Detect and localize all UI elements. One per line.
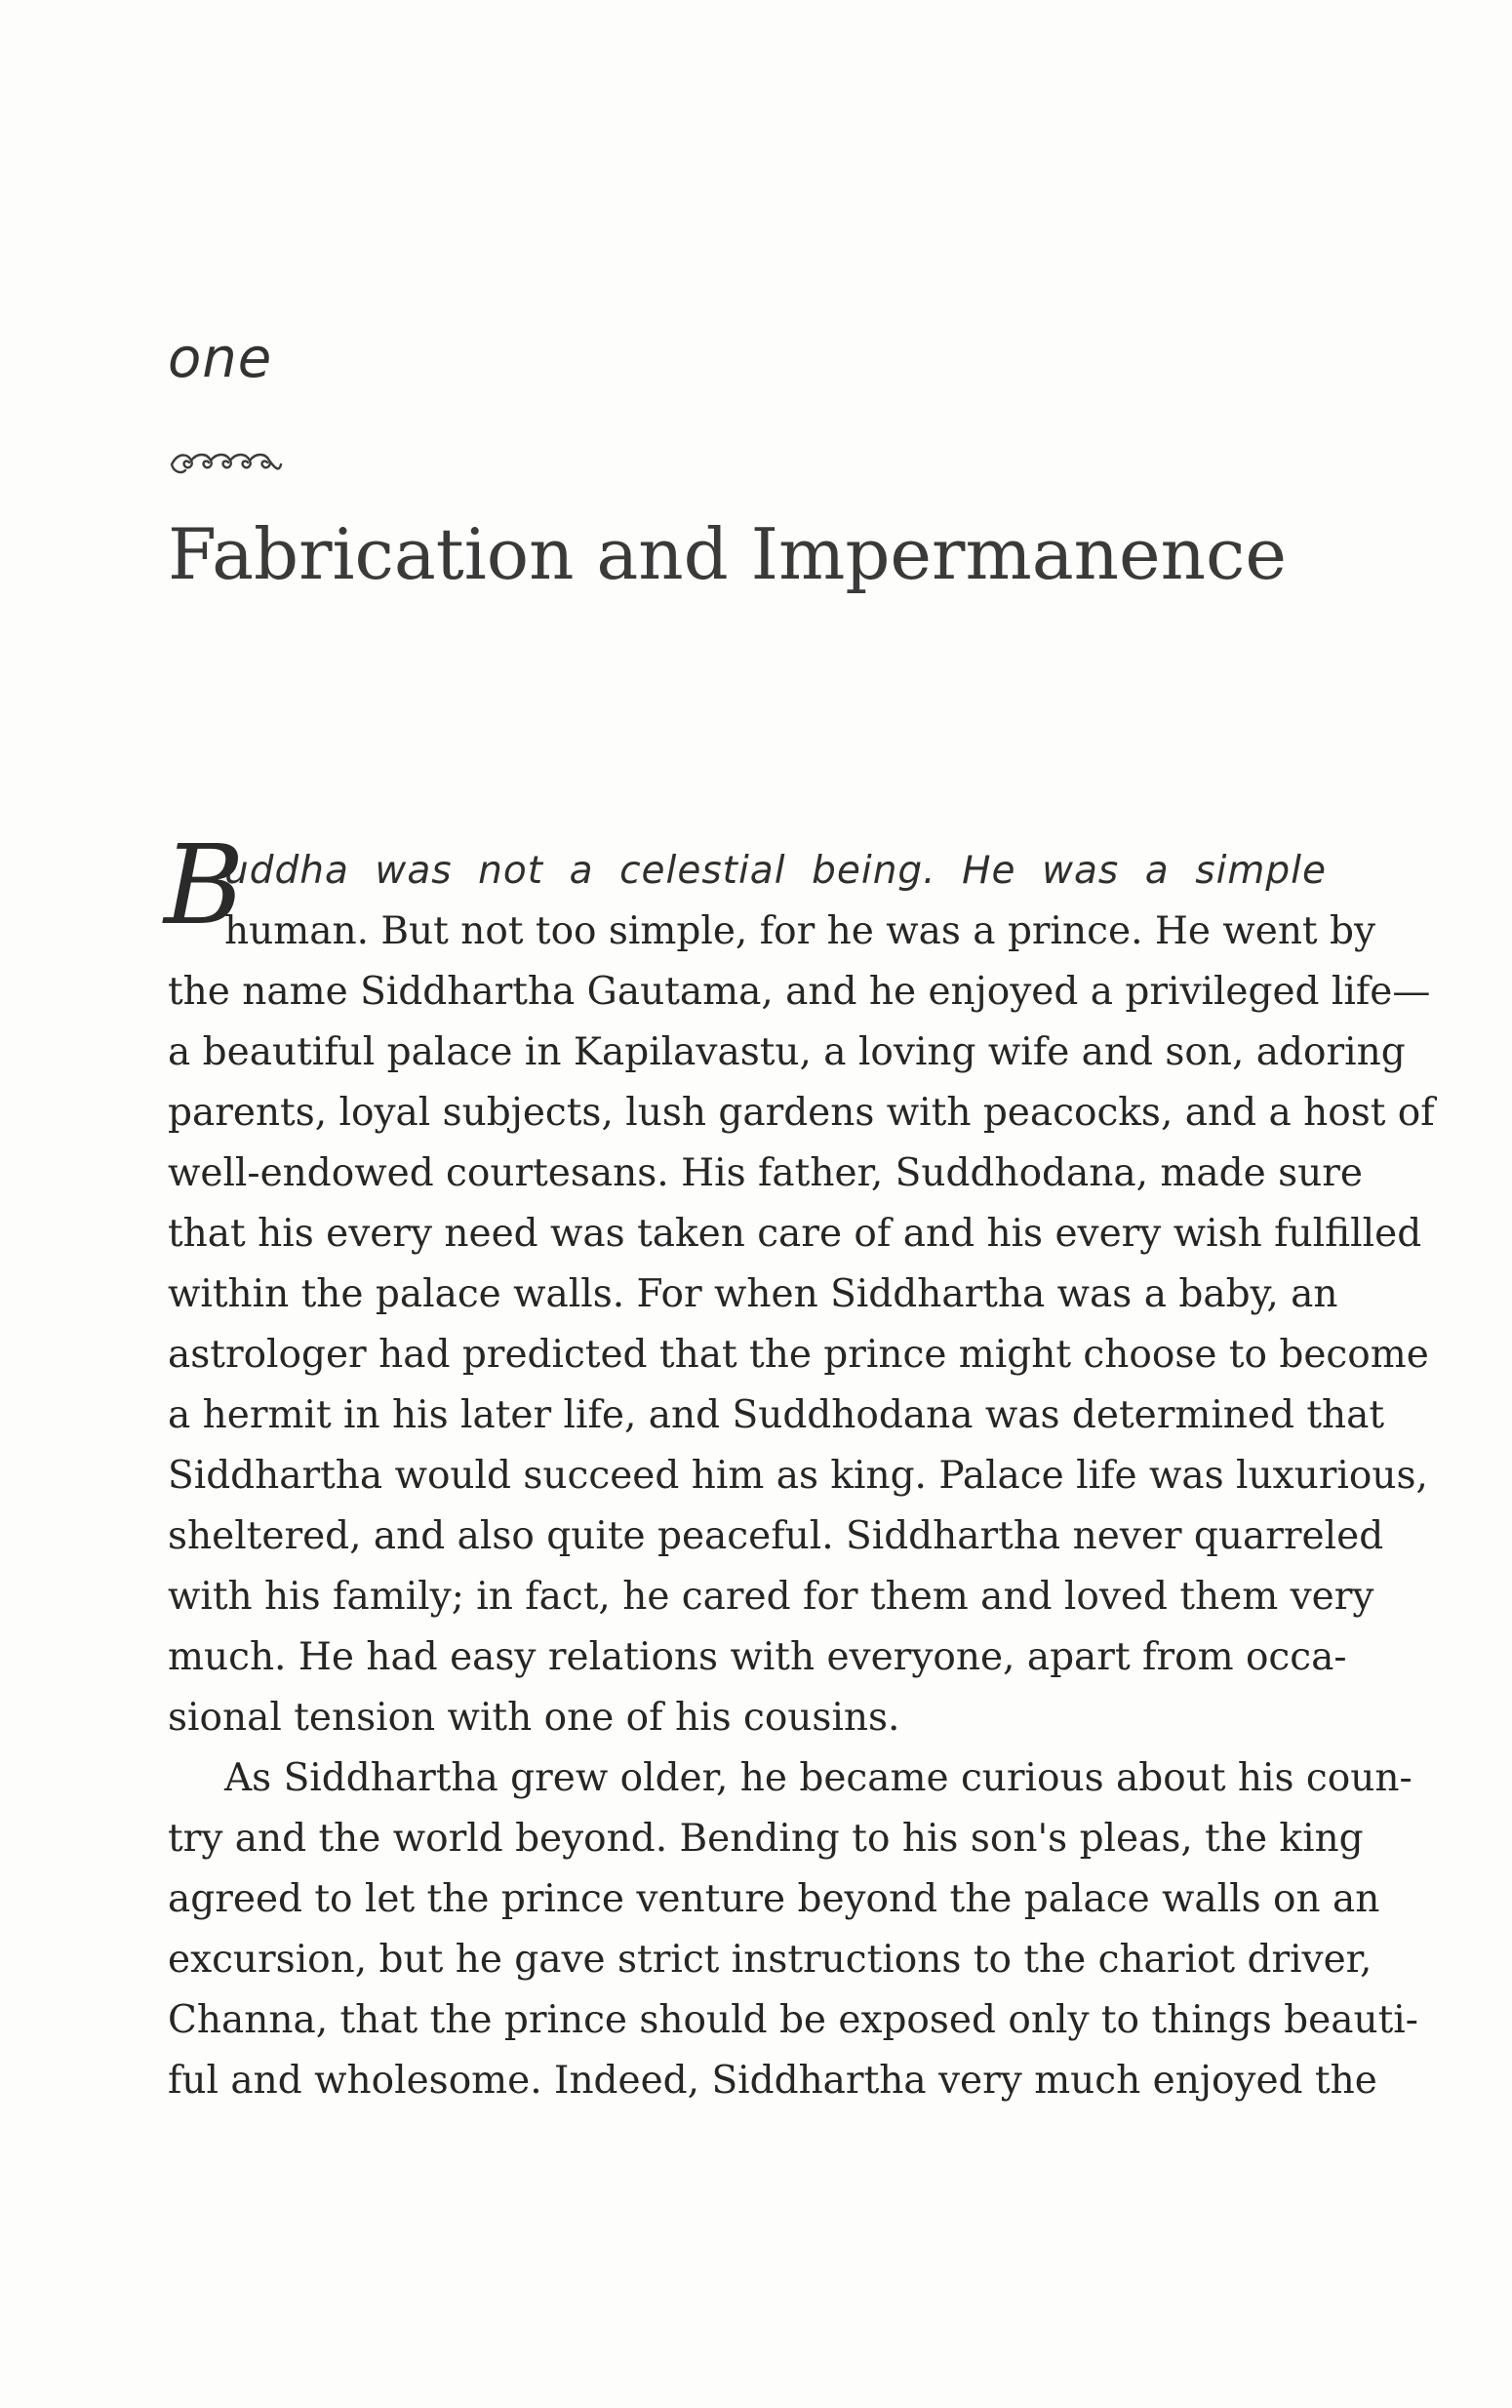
paragraph-line: a beautiful palace in Kapilavastu, a loving wife and son, adoring [168,1030,1406,1074]
wave-scroll-ornament-icon [168,451,285,478]
paragraph-line: human. But not too simple, for he was a prince. He went by [224,909,1375,953]
chapter-title: Fabrication and Impermanence [168,513,1287,595]
paragraph-line: parents, loyal subjects, lush gardens with peacocks, and a host of [168,1091,1435,1135]
paragraph-line: well-endowed courtesans. His father, Suddhodana, made sure [168,1151,1363,1195]
chapter-number: one [168,327,273,390]
paragraph-line: Siddhartha would succeed him as king. Palace life was luxurious, [168,1454,1428,1498]
paragraph-line: that his every need was taken care of and his every wish fulfilled [168,1212,1422,1256]
paragraph-line: sheltered, and also quite peaceful. Siddhartha never quarreled [168,1514,1384,1558]
paragraph-line: a hermit in his later life, and Suddhodana was determined that [168,1393,1385,1437]
paragraph-line: the name Siddhartha Gautama, and he enjoyed a privileged life— [168,970,1431,1014]
paragraph-line: excursion, but he gave strict instructions to the chariot driver, [168,1938,1373,1982]
paragraph-line: much. He had easy relations with everyone, apart from occa- [168,1635,1347,1679]
paragraph-line: astrologer had predicted that the prince might choose to become [168,1333,1429,1377]
paragraph-line: ful and wholesome. Indeed, Siddhartha very much enjoyed the [168,2059,1377,2103]
paragraph-line: try and the world beyond. Bending to his son's pleas, the king [168,1817,1364,1861]
paragraph-line: within the palace walls. For when Siddhartha was a baby, an [168,1272,1338,1316]
paragraph-line: Channa, that the prince should be exposed only to things beauti- [168,1998,1418,2042]
paragraph-line: As Siddhartha grew older, he became curious about his coun- [224,1756,1413,1800]
paragraph-line: sional tension with one of his cousins. [168,1696,900,1740]
first-line-text: uddha was not a celestial being. He was a simple [224,849,1327,893]
body-text [164,823,1435,2111]
paragraph-line: with his family; in fact, he cared for them and loved them very [168,1575,1374,1619]
paragraph-line: agreed to let the prince venture beyond the palace walls on an [168,1877,1380,1921]
drop-cap: B [164,823,246,949]
